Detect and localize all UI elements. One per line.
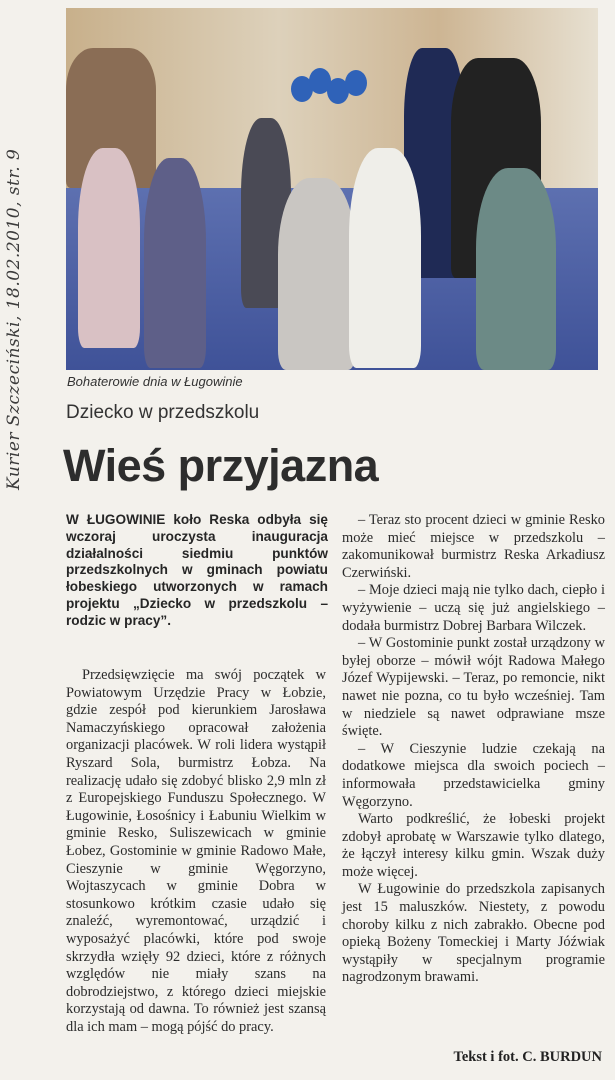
photo-child-2 bbox=[144, 158, 206, 368]
photo-caption: Bohaterowie dnia w Ługowinie bbox=[67, 374, 243, 389]
photo-balloons bbox=[291, 68, 371, 118]
photo-child-1 bbox=[78, 148, 140, 348]
article-paragraph: Warto podkreślić, że łobeski projekt zdobył aprobatę w Warszawie tylko dlatego, że łączył interesy kilku gmin. Wszak duży może więcej. bbox=[342, 811, 605, 880]
photo-child-6 bbox=[476, 168, 556, 370]
article-kicker: Dziecko w przedszkolu bbox=[66, 402, 260, 423]
photo-child-4 bbox=[278, 178, 356, 370]
article-paragraph: – W Gostominie punkt został urządzony w byłej oborze – mówił wójt Radowa Małego Józef Wypijewski. – Teraz, po remoncie, nikt nawet nie pozna, co tu było wcześniej. Tam w niedziele są nawet odprawiane msze święte. bbox=[342, 635, 605, 740]
article-byline: Tekst i fot. C. BURDUN bbox=[453, 1049, 602, 1065]
article-lead: W ŁUGOWINIE koło Reska odbyła się wczoraj uroczysta inauguracja działalności siedmiu punktów przedszkolnych w gminach powiatu łobeskiego utworzonych w ramach projektu „Dziecko w przedszkolu – rodzic w pracy”. bbox=[66, 512, 328, 628]
article-headline: Wieś przyjazna bbox=[63, 440, 379, 491]
article-paragraph: Przedsięwzięcie ma swój początek w Powiatowym Urzędzie Pracy w Łobzie, gdzie zespół pod kierunkiem Jarosława Namaczyńskiego opracował założenia organizacji placówek. W roli lidera wystąpił Ryszard Sola, burmistrz Łobza. Na realizację udało się zdobyć blisko 2,9 mln zł z Europejskiego Funduszu Społecznego. W Ługowinie, Łosośnicy i Łabuniu Wielkim w gminie Resko, Suliszewicach w gminie Łobez, Gostominie w gminie Radowo Małe, Cieszynie w gminie Węgorzyno, Wojtaszycach w gminie Dobra w stosunkowo krótkim czasie udało się znaleźć, wyremontować, urządzić i wyposażyć placówki, które pod swoje skrzydła wzięły 92 dzieci, które z różnych względów nie miały szans na dobrodziejstwo, z którego dzieci miejskie korzystają od dawna. To również jest szansą dla ich mam – mogą pójść do pracy. bbox=[66, 667, 326, 1035]
photo-child-5 bbox=[349, 148, 421, 368]
article-paragraph: – W Cieszynie ludzie czekają na dodatkowe miejsca dla swoich pociech – informowała przedstawicielka gminy Węgorzyno. bbox=[342, 740, 605, 810]
article-column-left bbox=[66, 667, 326, 1036]
article-paragraph: W Ługowinie do przedszkola zapisanych jest 15 maluszków. Niestety, z powodu choroby kilku z nich zabrakło. Obecne pod opieką Bożeny Tomeckiej i Marty Jóźwiak wystąpiły w specjalnym programie nagrodzonym brawami. bbox=[342, 881, 605, 986]
handwritten-source-note: Kurier Szczeciński, 18.02.2010, str. 9 bbox=[4, 148, 24, 490]
article-paragraph: – Moje dzieci mają nie tylko dach, ciepło i wyżywienie – uczą się już angielskiego – dodała burmistrz Dobrej Barbara Wilczek. bbox=[342, 582, 605, 634]
article-paragraph: – Teraz sto procent dzieci w gminie Resko może mieć miejsce w przedszkolu – zakomunikował burmistrz Reska Arkadiusz Czerwiński. bbox=[342, 512, 605, 581]
article-column-right bbox=[342, 512, 605, 987]
article-photo bbox=[66, 8, 598, 370]
